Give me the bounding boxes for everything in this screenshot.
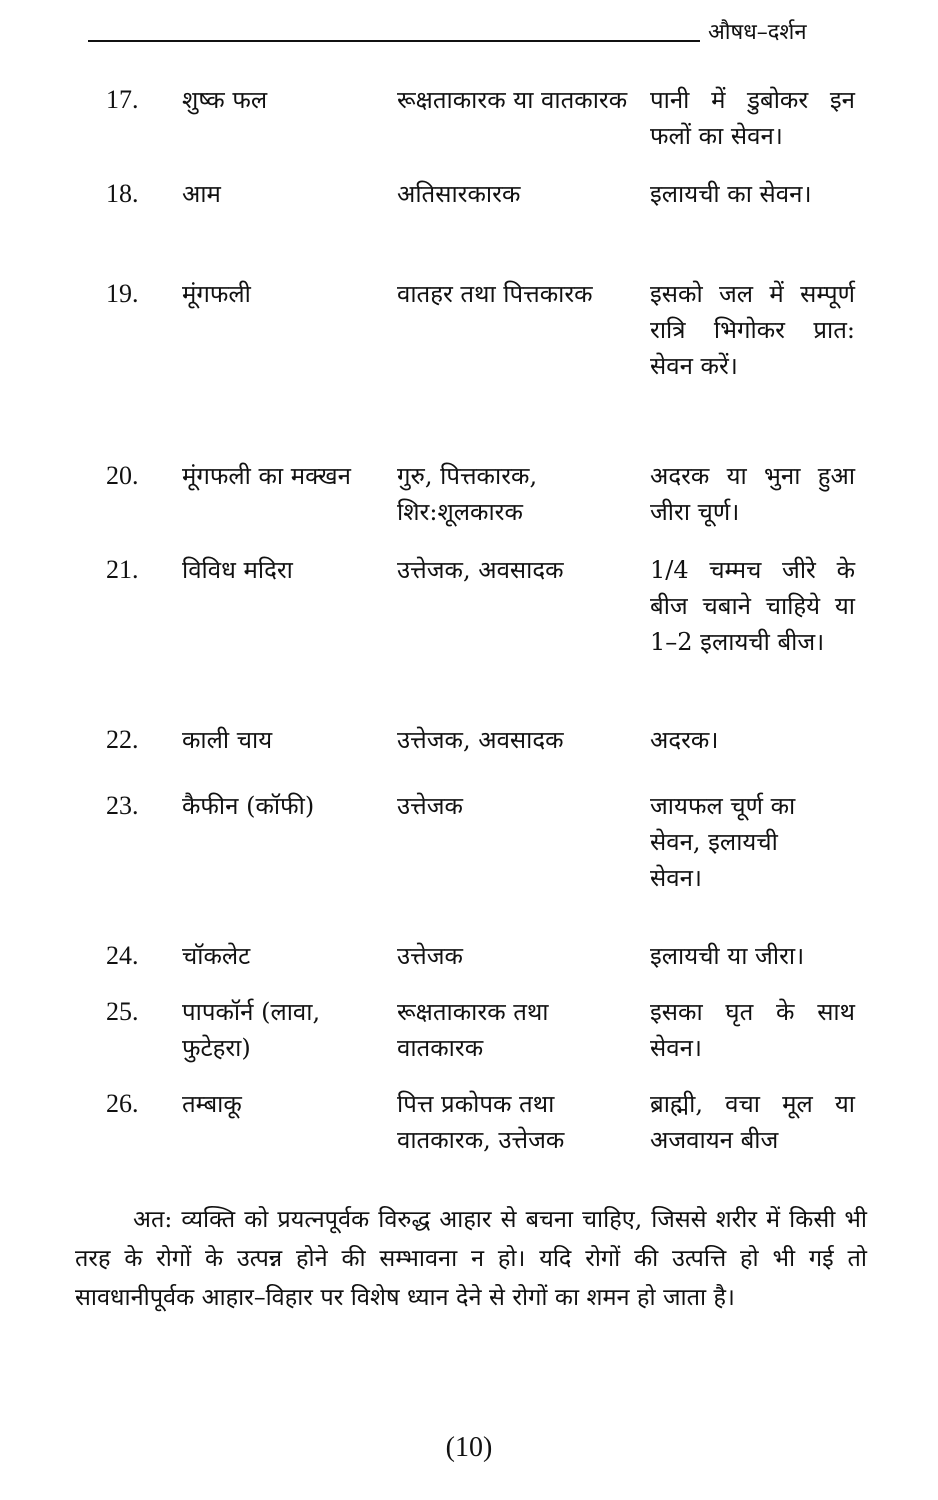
effect-text: रूक्षताकारक तथा वातकारक (397, 998, 549, 1062)
effect-text: अतिसारकारक (397, 180, 521, 208)
row-number: 20. (106, 461, 139, 490)
food-item: काली चाय (182, 726, 273, 754)
effect-text: उत्तेजक, अवसादक (397, 556, 564, 584)
row-number: 25. (106, 997, 139, 1026)
running-header: औषध–दर्शन (708, 20, 807, 45)
food-item: विविध मदिरा (182, 556, 293, 584)
row-number: 17. (106, 85, 139, 114)
food-item: मूंगफली का मक्खन (182, 462, 352, 490)
row-number: 26. (106, 1089, 139, 1118)
row-number: 19. (106, 279, 139, 308)
remedy-text: अदरक। (650, 726, 719, 754)
remedy-text: पानी में डुबोकर इन फलों का सेवन। (650, 86, 855, 150)
food-item: शुष्क फल (182, 86, 268, 114)
effect-text: उत्तेजक (397, 792, 463, 820)
food-item: कैफीन (कॉफी) (182, 792, 315, 820)
food-item: चॉकलेट (182, 942, 251, 970)
effect-text: रूक्षताकारक या वातकारक (397, 86, 628, 114)
remedy-text: अदरक या भुना हुआ जीरा चूर्ण। (650, 462, 855, 526)
effect-text: गुरु, पित्तकारक, शिर:शूलकारक (397, 462, 538, 526)
remedy-text: इलायची या जीरा। (650, 942, 805, 970)
effect-text: पित्त प्रकोपक तथा वातकारक, उत्तेजक (397, 1090, 565, 1154)
food-item: पापकॉर्न (लावा, फुटेहरा) (182, 998, 321, 1062)
effect-text: वातहर तथा पित्तकारक (397, 280, 593, 308)
header-rule (88, 40, 700, 42)
row-number: 22. (106, 725, 139, 754)
remedy-text: इसको जल में सम्पूर्ण रात्रि भिगोकर प्रात: सेवन करें। (650, 280, 855, 380)
row-number: 21. (106, 555, 139, 584)
row-number: 18. (106, 179, 139, 208)
food-item: मूंगफली (182, 280, 251, 308)
remedy-text: इसका घृत के साथ सेवन। (650, 998, 855, 1062)
remedy-text: इलायची का सेवन। (650, 180, 812, 208)
effect-text: उत्तेजक (397, 942, 463, 970)
row-number: 23. (106, 791, 139, 820)
food-item: आम (182, 180, 221, 208)
page-number: (10) (445, 1432, 493, 1463)
remedy-text: जायफल चूर्ण का सेवन, इलायची सेवन। (650, 792, 796, 892)
closing-paragraph: अत: व्यक्ति को प्रयत्नपूर्वक विरुद्ध आहार से बचना चाहिए, जिससे शरीर में किसी भी तरह के रोगों के उत्पन्न होने की सम्भावना न हो। यदि रोगों की उत्पत्ति हो भी गई तो सावधानीपूर्वक आहार–विहार पर विशेष ध्यान देने से रोगों का शमन हो जाता है। (75, 1204, 867, 1311)
remedy-text: ब्राह्मी, वचा मूल या अजवायन बीज (650, 1090, 855, 1154)
effect-text: उत्तेजक, अवसादक (397, 726, 564, 754)
row-number: 24. (106, 941, 139, 970)
food-item: तम्बाकू (182, 1090, 242, 1118)
remedy-text: 1/4 चम्मच जीरे के बीज चबाने चाहिये या 1–2 इलायची बीज। (650, 556, 855, 656)
